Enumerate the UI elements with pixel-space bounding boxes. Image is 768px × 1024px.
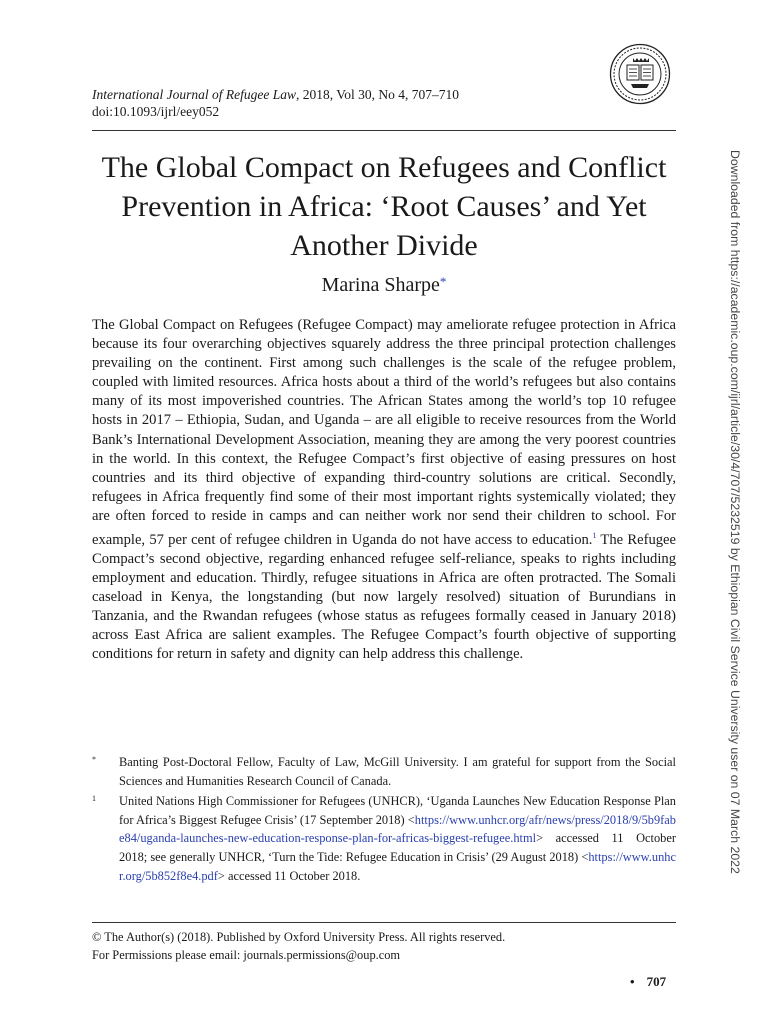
journal-citation	[92, 86, 459, 103]
footer	[92, 928, 505, 964]
unhcr-report-link[interactable]: https://www.unhcr.org/5b852f8e4.pdf	[119, 849, 676, 883]
bullet: •	[630, 974, 635, 989]
author-name: Marina Sharpe	[321, 274, 440, 296]
doi: doi:10.1093/ijrl/eey052	[92, 104, 220, 119]
journal-volume-info: , 2018, Vol 30, No 4, 707–710	[295, 87, 459, 102]
footer-rule	[92, 922, 676, 923]
footnote-mark: 1	[92, 794, 96, 804]
copyright-line: © The Author(s) (2018). Published by Oxford University Press. All rights reserved.	[92, 930, 506, 944]
oxford-seal-logo	[609, 43, 671, 105]
abstract-text-part2: The Refugee Compact’s second objective, regarding enhanced refugee self-reliance, speaks to rights including employment and education. Thirdly, refugee situations in Africa are often protracted. The Somali caseload in Kenya, the longstanding (but now largely resolved) situation of Burundians in Tanzania, and the Rwandan refugees (whose status as refugees formally ceased in January 2018) across East Africa are salient examples. The Refugee Compact’s fourth objective of supporting conditions for return in safety and dignity can help address this challenge.	[92, 531, 676, 663]
journal-header	[92, 86, 459, 120]
journal-name: International Journal of Refugee Law	[92, 87, 296, 102]
download-watermark: Downloaded from https://academic.oup.com/ijrl/article/30/4/707/5232519 by Ethiopian Civil Service University user on 07 March 2022	[728, 150, 742, 874]
footnote-ref-1[interactable]: 1	[592, 531, 597, 541]
author-line	[92, 274, 676, 297]
abstract-text-part1: The Global Compact on Refugees (Refugee Compact) may ameliorate refugee protection in Africa because its four overarching objectives squarely address the three principal protection challenges prevailing on the continent. First among such challenges is the scale of the refugee problem, coupled with limited resources. Africa hosts about a third of the world’s refugees but also contains many of its most impoverished countries. The African States among the world’s top 10 refugee hosts in 2017 – Ethiopia, Sudan, and Uganda – are all eligible to receive resources from the World Bank’s International Development Association, meaning they are among the very poorest countries in the world. In this context, the Refugee Compact’s first objective of easing pressures on host countries and its third objective of expanding third-country solutions are critical. Secondly, refugees in Africa frequently find some of their most important rights systemically violated; they are often forced to reside in camps and can neither work nor send their children to school. For example, 57 per cent of refugee children in Uganda do not have access to education.	[92, 317, 676, 548]
page-number	[630, 974, 666, 990]
permissions-line: For Permissions please email: journals.permissions@oup.com	[92, 948, 401, 962]
unhcr-press-link[interactable]: https://www.unhcr.org/afr/news/press/2018/9/5b9fabe84/uganda-launches-new-education-response-plan-for-africas-biggest-refugee.html	[119, 812, 676, 846]
footnote-text: > accessed 11 October 2018; see generally UNHCR, ‘Turn the Tide: Refugee Education in Crisis’ (29 August 2018) <	[119, 831, 676, 864]
footnote-1	[92, 792, 676, 885]
author-footnote-link[interactable]: *	[439, 274, 447, 289]
footnote-text: United Nations High Commissioner for Refugees (UNHCR), ‘Uganda Launches New Education Response Plan for Africa’s Biggest Refugee Crisis’ (17 September 2018) <	[119, 794, 676, 827]
article-title: The Global Compact on Refugees and Conflict Prevention in Africa: ‘Root Causes’ and Yet Another Divide	[101, 151, 667, 262]
footnote-text: > accessed 11 October 2018.	[217, 868, 361, 883]
header-rule	[92, 130, 676, 131]
abstract	[92, 316, 676, 665]
footnotes	[92, 753, 676, 887]
footnote-author	[92, 753, 676, 790]
page-number-value: 707	[646, 974, 667, 989]
footnote-text: Banting Post-Doctoral Fellow, Faculty of Law, McGill University. I am grateful for support from the Social Sciences and Humanities Research Council of Canada.	[119, 755, 676, 788]
footnote-mark: *	[92, 755, 96, 764]
